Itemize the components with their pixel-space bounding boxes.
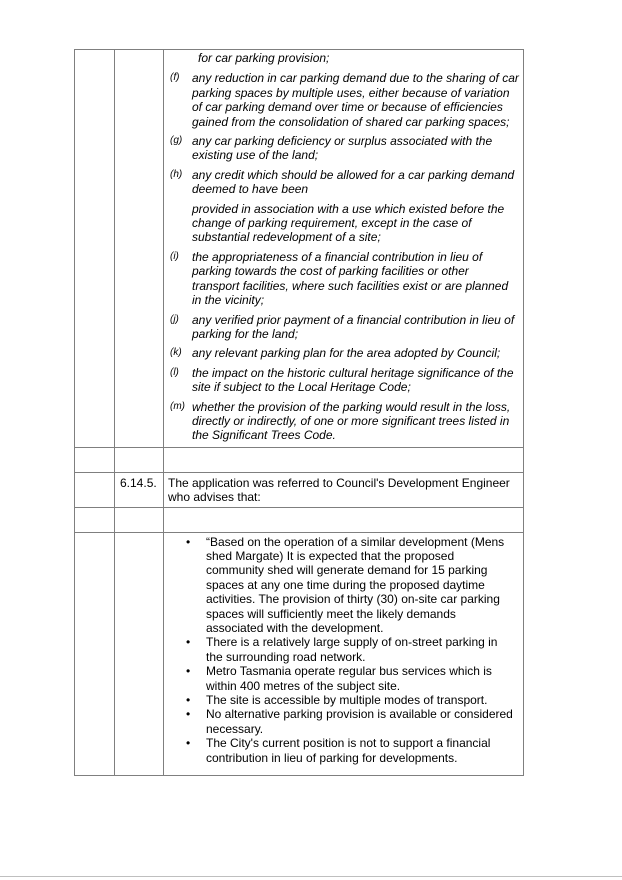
section-text: The application was referred to Council's Development Engineer who advises that: xyxy=(164,472,524,507)
bullet-icon: • xyxy=(186,664,191,679)
list-item-text: There is a relatively large supply of on-street parking in the surrounding road network. xyxy=(206,635,498,664)
criterion-letter: (f) xyxy=(170,72,180,84)
criterion-letter: (g) xyxy=(170,135,183,147)
empty-cell xyxy=(164,447,524,472)
page-footer-rule xyxy=(0,876,622,877)
document-table xyxy=(74,49,524,776)
criterion-g xyxy=(164,134,523,163)
criterion-letter: (k) xyxy=(170,347,182,359)
bullet-icon: • xyxy=(186,534,191,549)
spacer-row xyxy=(75,507,524,532)
criterion-text: any car parking deficiency or surplus associated with the existing use of the land; xyxy=(192,134,493,163)
empty-cell xyxy=(115,507,164,532)
advice-cell xyxy=(164,532,524,776)
criterion-letter: (h) xyxy=(170,168,183,180)
list-item xyxy=(186,693,515,707)
criterion-text: any reduction in car parking demand due to the sharing of car parking spaces by multiple uses, either because of variation of car parking demand over time or because of efficiencies gained from the consolidation of shared car parking spaces; xyxy=(192,71,519,129)
criterion-l xyxy=(164,366,523,395)
list-item xyxy=(186,707,515,736)
bullet-icon: • xyxy=(186,707,191,722)
criterion-m xyxy=(164,400,523,443)
empty-cell xyxy=(115,50,164,448)
list-item xyxy=(186,664,515,693)
criterion-text: any verified prior payment of a financial contribution in lieu of parking for the land; xyxy=(192,312,515,341)
criteria-cell xyxy=(164,50,524,448)
criterion-text: any relevant parking plan for the area adopted by Council; xyxy=(192,346,501,361)
empty-cell xyxy=(75,50,115,448)
empty-cell xyxy=(75,472,115,507)
section-number: 6.14.5. xyxy=(115,472,164,507)
list-item xyxy=(186,535,515,636)
criterion-text: provided in association with a use which existed before the change of parking requirement, except in the case of substantial redevelopment of a site; xyxy=(192,201,505,245)
criterion-text: any credit which should be allowed for a car parking demand deemed to have been xyxy=(192,167,515,197)
list-item xyxy=(186,635,515,664)
bullet-icon: • xyxy=(186,736,191,751)
criterion-text: the appropriateness of a financial contribution in lieu of parking towards the cost of parking facilities or other transport facilities, where such facilities exist or are planned in the vicinity; xyxy=(192,249,509,308)
criteria-continuation: for car parking provision; xyxy=(198,51,330,65)
advice-list xyxy=(164,535,523,766)
list-item-text: “Based on the operation of a similar development (Mens shed Margate) It is expected that the proposed community shed will generate demand for 15 parking spaces at any one time during the proposed daytime activities. The provision of thirty (30) on-site car parking spaces will sufficiently meet the likely demands associated with the development. xyxy=(206,534,505,635)
criterion-text: the impact on the historic cultural heritage significance of the site if subject to the Local Heritage Code; xyxy=(192,365,514,395)
empty-cell xyxy=(164,507,524,532)
bullet-icon: • xyxy=(186,693,191,708)
criterion-letter: (m) xyxy=(170,400,185,412)
criterion-letter: (j) xyxy=(170,313,179,325)
empty-cell xyxy=(75,507,115,532)
criterion-letter: (l) xyxy=(170,366,179,378)
criterion-letter: (i) xyxy=(170,250,179,262)
list-item xyxy=(186,736,515,765)
criterion-letter xyxy=(164,202,192,245)
empty-cell xyxy=(75,447,115,472)
empty-cell xyxy=(115,532,164,776)
criterion-h-continued xyxy=(164,202,523,245)
list-item-text: The City's current position is not to support a financial contribution in lieu of parking for developments. xyxy=(206,736,491,765)
empty-cell xyxy=(115,447,164,472)
advice-row xyxy=(75,532,524,776)
list-item-text: Metro Tasmania operate regular bus services which is within 400 metres of the subject site. xyxy=(206,664,492,693)
criteria-row xyxy=(75,50,524,448)
empty-cell xyxy=(75,532,115,776)
bullet-icon: • xyxy=(186,635,191,650)
criterion-text: whether the provision of the parking would result in the loss, directly or indirectly, of one or more significant trees listed in the Significant Trees Code. xyxy=(192,399,511,443)
section-row xyxy=(75,472,524,507)
list-item-text: The site is accessible by multiple modes of transport. xyxy=(206,693,488,708)
criterion-h xyxy=(164,168,523,197)
criterion-f xyxy=(164,71,523,129)
criterion-k xyxy=(164,346,523,360)
criterion-j xyxy=(164,313,523,342)
list-item-text: No alternative parking provision is available or considered necessary. xyxy=(206,707,513,736)
criterion-i xyxy=(164,250,523,308)
spacer-row xyxy=(75,447,524,472)
